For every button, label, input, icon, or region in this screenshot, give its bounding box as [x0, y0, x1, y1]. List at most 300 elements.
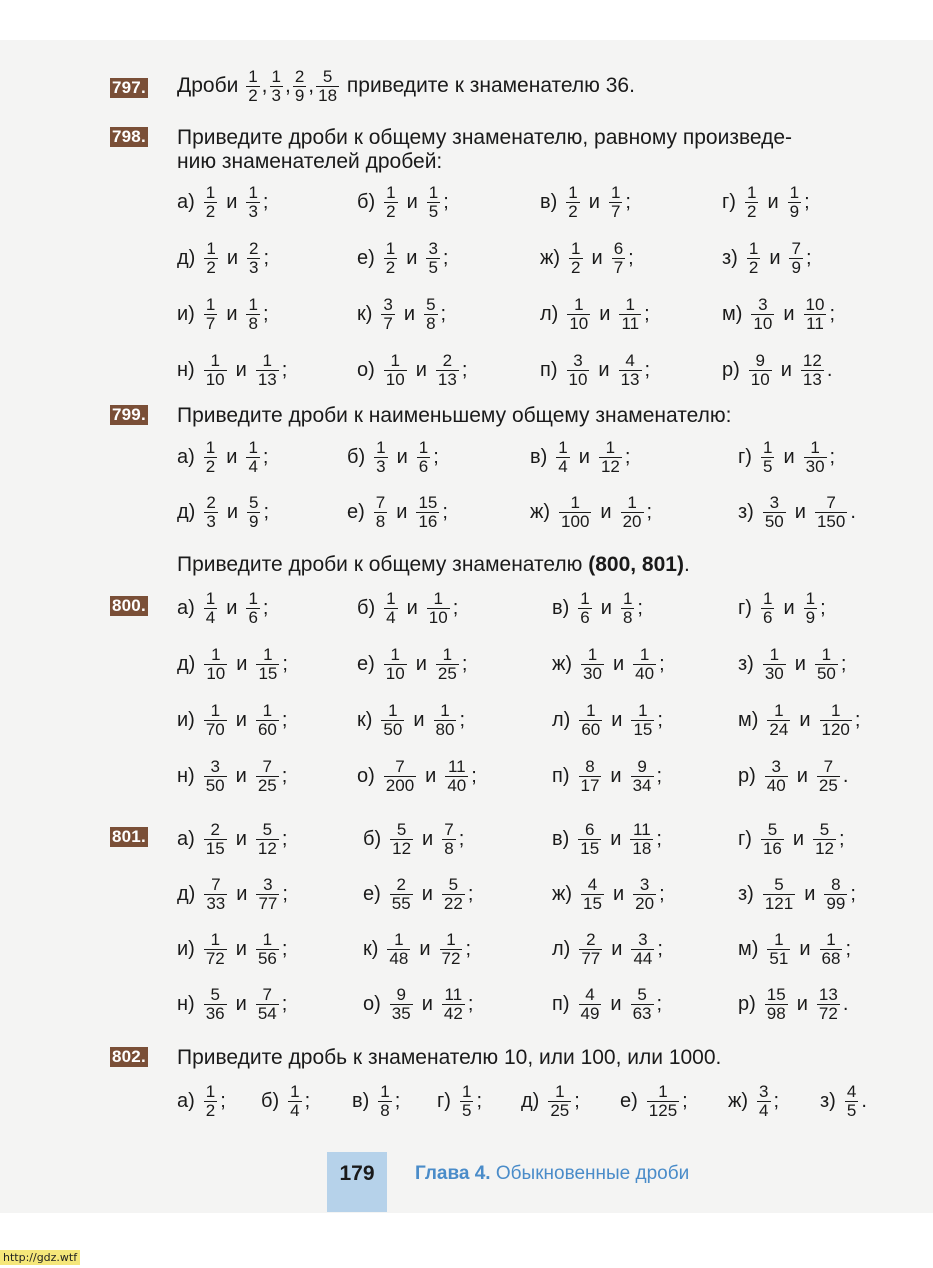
numerator: 1 [586, 700, 596, 720]
denominator: 9 [805, 607, 816, 627]
fraction [442, 986, 465, 1023]
fraction [442, 876, 465, 913]
conjunction: и [612, 652, 625, 675]
numerator: 4 [846, 1081, 857, 1101]
fraction [204, 821, 227, 858]
denominator: 40 [447, 775, 467, 795]
exercise-item [722, 236, 812, 280]
numerator: 8 [585, 756, 595, 776]
numerator: 1 [262, 700, 273, 720]
fraction [424, 296, 437, 333]
fraction [745, 184, 758, 221]
exercise-item [540, 292, 650, 336]
fraction [599, 439, 622, 476]
numerator: 1 [805, 588, 816, 608]
denominator: 55 [391, 893, 411, 913]
conjunction: и [610, 992, 622, 1015]
denominator: 10 [568, 369, 588, 389]
item-label: и) [177, 302, 195, 325]
punctuation: ; [443, 190, 449, 213]
exercise-item [357, 292, 446, 336]
numerator: 3 [639, 874, 650, 894]
numerator: 5 [819, 819, 830, 839]
fraction [204, 702, 227, 739]
numerator: 3 [383, 294, 393, 314]
item-label: р) [738, 992, 756, 1015]
denominator: 4 [759, 1100, 769, 1120]
denominator: 50 [764, 511, 784, 531]
item-label: и) [177, 937, 195, 960]
denominator: 12 [815, 838, 834, 858]
denominator: 44 [633, 948, 653, 968]
exercise-item [177, 927, 287, 971]
numerator: 1 [433, 588, 443, 608]
watermark: http://gdz.wtf [0, 1250, 80, 1265]
exercise-item [552, 642, 665, 686]
denominator: 4 [558, 456, 568, 476]
exercise-item [177, 642, 288, 686]
fraction [384, 352, 407, 389]
numerator: 1 [380, 1081, 390, 1101]
denominator: 2 [748, 257, 759, 277]
punctuation: ; [281, 764, 288, 787]
item-label: р) [738, 764, 756, 787]
numerator: 1 [762, 588, 773, 608]
punctuation: ; [644, 302, 650, 325]
denominator: 2 [568, 201, 578, 221]
denominator: 30 [764, 663, 784, 683]
conjunction: и [767, 190, 779, 213]
statement-text: приведите к знаменателю 36. [346, 74, 635, 98]
conjunction: и [796, 764, 808, 787]
task-number-800: 800. [112, 596, 146, 615]
punctuation: . [850, 500, 856, 523]
denominator: 8 [375, 511, 386, 531]
numerator: 10 [805, 294, 825, 314]
fraction [246, 590, 259, 627]
denominator: 15 [258, 663, 278, 683]
item-label: е) [357, 652, 375, 675]
denominator: 7 [610, 201, 621, 221]
denominator: 5 [461, 1100, 472, 1120]
punctuation: ; [854, 708, 861, 731]
exercise-item [357, 698, 465, 742]
fraction [427, 590, 450, 627]
numerator: 4 [587, 874, 598, 894]
numerator: 1 [622, 588, 633, 608]
fraction [204, 184, 217, 221]
punctuation: ; [262, 302, 269, 325]
fraction [579, 986, 602, 1023]
fraction [288, 1083, 301, 1120]
denominator: 100 [561, 511, 590, 531]
fraction [631, 931, 654, 968]
numerator: 15 [766, 984, 786, 1004]
fraction [256, 352, 279, 389]
denominator: 15 [583, 893, 602, 913]
conjunction: и [406, 190, 418, 213]
punctuation: ; [281, 708, 288, 731]
intro-bold: (800, 801) [588, 553, 684, 576]
conjunction: и [783, 445, 795, 468]
punctuation: ; [281, 937, 288, 960]
numerator: 1 [639, 644, 650, 664]
numerator: 2 [586, 929, 596, 949]
denominator: 18 [318, 86, 338, 105]
conjunction: и [235, 992, 247, 1015]
conjunction: и [226, 246, 238, 269]
denominator: 120 [821, 719, 850, 739]
denominator: 6 [762, 607, 773, 627]
denominator: 13 [620, 369, 640, 389]
fraction [619, 296, 641, 333]
exercise-item [363, 982, 473, 1026]
task-number: 798. [112, 127, 146, 146]
punctuation: ; [433, 445, 439, 468]
numerator: 1 [386, 182, 396, 202]
numerator: 3 [428, 238, 438, 258]
item-label: з) [820, 1089, 836, 1112]
numerator: 1 [210, 350, 220, 370]
fraction [256, 821, 279, 858]
exercise-item [177, 586, 268, 630]
numerator: 7 [375, 492, 386, 512]
exercise-item [177, 435, 268, 479]
numerator: 1 [205, 182, 216, 202]
exercise-item [552, 982, 662, 1026]
item-label: о) [363, 992, 381, 1015]
punctuation: ; [656, 764, 663, 787]
punctuation: ; [659, 882, 665, 905]
fraction [384, 646, 407, 683]
conjunction: и [794, 500, 806, 523]
denominator: 22 [443, 893, 463, 913]
numerator: 1 [385, 238, 396, 258]
punctuation: ; [304, 1089, 311, 1112]
denominator: 7 [205, 313, 216, 333]
punctuation: ; [440, 302, 447, 325]
exercise-item [552, 817, 662, 861]
numerator: 7 [826, 492, 836, 512]
numerator: 1 [206, 238, 216, 258]
punctuation: ; [625, 190, 631, 213]
numerator: 1 [574, 294, 584, 314]
fraction [815, 494, 847, 531]
fraction [460, 1083, 473, 1120]
task-statement [177, 68, 635, 105]
denominator: 15 [633, 719, 653, 739]
item-label: р) [722, 358, 740, 381]
item-label: а) [177, 445, 195, 468]
exercise-item [552, 754, 662, 798]
item-label: о) [357, 764, 375, 787]
denominator: 8 [622, 607, 633, 627]
numerator: 1 [638, 700, 648, 720]
punctuation: ; [850, 882, 856, 905]
denominator: 36 [205, 1003, 225, 1023]
numerator: 3 [758, 294, 768, 314]
fraction [204, 758, 227, 795]
item-label: в) [552, 827, 570, 850]
denominator: 2 [571, 257, 581, 277]
numerator: 3 [263, 874, 273, 894]
conjunction: и [600, 596, 612, 619]
task-statement-line1: Приведите дроби к наименьшему общему знаменателю: [177, 404, 732, 427]
conjunction: и [610, 827, 622, 850]
numerator: 1 [271, 67, 281, 86]
denominator: 51 [769, 948, 789, 968]
item-label: е) [357, 246, 375, 269]
item-label: м) [738, 937, 759, 960]
page-number: 179 [339, 1162, 375, 1185]
denominator: 6 [418, 456, 429, 476]
fraction [246, 68, 259, 105]
denominator: 2 [746, 201, 757, 221]
item-label: д) [177, 500, 196, 523]
punctuation: ; [840, 652, 847, 675]
numerator: 1 [774, 700, 784, 720]
punctuation: ; [644, 358, 651, 381]
exercise-item [738, 490, 856, 534]
denominator: 7 [613, 257, 624, 277]
item-label: к) [363, 937, 379, 960]
numerator: 3 [771, 756, 781, 776]
item-label: м) [738, 708, 759, 731]
punctuation: ; [263, 500, 270, 523]
intro-text: Приведите дроби к общему знаменателю [177, 553, 589, 576]
denominator: 11 [621, 313, 640, 333]
fraction [579, 702, 602, 739]
fraction [559, 494, 591, 531]
punctuation: ; [820, 596, 826, 619]
fraction [384, 758, 416, 795]
conjunction: и [226, 445, 238, 468]
numerator: 1 [789, 182, 800, 202]
conjunction: и [612, 882, 625, 905]
task-number: 799. [112, 405, 146, 424]
item-label: м) [722, 302, 743, 325]
fraction [619, 352, 642, 389]
fraction [631, 758, 654, 795]
punctuation: ; [637, 596, 643, 619]
fraction [426, 240, 439, 277]
denominator: 2 [206, 257, 216, 277]
fraction [763, 646, 786, 683]
conjunction: и [406, 596, 418, 619]
denominator: 60 [257, 719, 277, 739]
item-label: в) [552, 596, 570, 619]
punctuation: ; [461, 652, 468, 675]
numerator: 1 [610, 182, 621, 202]
exercise-item [738, 754, 848, 798]
numerator: 7 [444, 819, 454, 839]
fraction [246, 296, 259, 333]
fraction [427, 184, 440, 221]
exercise-item [738, 982, 848, 1026]
fraction [434, 702, 457, 739]
denominator: 150 [816, 511, 846, 531]
denominator: 12 [257, 838, 277, 858]
numerator: 1 [446, 929, 456, 949]
denominator: 10 [569, 313, 589, 333]
conjunction: и [783, 596, 795, 619]
punctuation: ; [657, 708, 663, 731]
numerator: 9 [637, 756, 647, 776]
numerator: 7 [211, 874, 221, 894]
punctuation: ; [467, 992, 474, 1015]
denominator: 50 [205, 775, 225, 795]
chapter-title [415, 1163, 689, 1185]
fraction [204, 296, 217, 333]
punctuation: ; [282, 652, 288, 675]
fraction [374, 494, 387, 531]
denominator: 125 [648, 1100, 678, 1120]
item-label: л) [552, 937, 571, 960]
denominator: 10 [750, 369, 770, 389]
conjunction: и [419, 937, 431, 960]
fraction [247, 494, 260, 531]
numerator: 4 [585, 984, 595, 1004]
denominator: 25 [437, 663, 457, 683]
exercise-item [352, 1079, 400, 1123]
punctuation: ; [773, 1089, 780, 1112]
task-number: 797. [112, 78, 146, 97]
denominator: 20 [622, 511, 642, 531]
numerator: 1 [748, 238, 759, 258]
denominator: 9 [789, 201, 800, 221]
denominator: 50 [816, 663, 836, 683]
fraction [789, 240, 802, 277]
numerator: 2 [396, 874, 406, 894]
numerator: 1 [627, 492, 637, 512]
fraction [384, 240, 397, 277]
exercise-item [177, 817, 287, 861]
conjunction: и [804, 882, 816, 905]
fraction [256, 931, 279, 968]
denominator: 30 [805, 456, 825, 476]
item-label: г) [738, 827, 752, 850]
fraction [631, 986, 654, 1023]
denominator: 4 [290, 1100, 300, 1120]
item-label: г) [738, 596, 752, 619]
item-label: з) [722, 246, 738, 269]
fraction [817, 758, 840, 795]
denominator: 5 [846, 1100, 857, 1120]
statement-text: Дроби [177, 74, 239, 98]
exercise-item [820, 1079, 867, 1123]
exercise-item [357, 236, 448, 280]
fraction [256, 758, 279, 795]
denominator: 5 [762, 456, 773, 476]
denominator: 200 [385, 775, 415, 795]
denominator: 3 [248, 201, 258, 221]
conjunction: и [226, 302, 238, 325]
denominator: 54 [257, 1003, 277, 1023]
punctuation: ; [465, 937, 471, 960]
item-label: б) [347, 445, 366, 468]
numerator: 1 [774, 929, 784, 949]
task-number: 802. [112, 1047, 146, 1066]
conjunction: и [792, 827, 805, 850]
numerator: 11 [447, 756, 466, 776]
item-label: з) [738, 500, 754, 523]
numerator: 1 [210, 929, 221, 949]
punctuation: ; [656, 992, 663, 1015]
denominator: 77 [258, 893, 278, 913]
numerator: 2 [206, 492, 216, 512]
fraction [247, 240, 260, 277]
numerator: 7 [262, 984, 272, 1004]
numerator: 5 [774, 874, 784, 894]
denominator: 49 [580, 1003, 600, 1023]
exercise-item [722, 180, 810, 224]
item-label: ж) [540, 246, 561, 269]
fraction [581, 646, 604, 683]
exercise-item [177, 490, 269, 534]
denominator: 10 [205, 369, 225, 389]
conjunction: и [235, 827, 247, 850]
fraction [804, 590, 817, 627]
exercise-item [177, 292, 269, 336]
exercise-item [738, 872, 856, 916]
fraction [804, 296, 827, 333]
punctuation: ; [845, 937, 851, 960]
exercise-item [728, 1079, 779, 1123]
numerator: 1 [587, 644, 598, 664]
numerator: 3 [759, 1081, 769, 1101]
denominator: 98 [766, 1003, 786, 1023]
punctuation: ; [281, 827, 288, 850]
numerator: 1 [762, 437, 773, 457]
fraction [293, 68, 306, 105]
conjunction: и [611, 937, 623, 960]
numerator: 3 [769, 492, 780, 512]
numerator: 7 [791, 238, 801, 258]
denominator: 17 [580, 775, 600, 795]
exercise-item [738, 698, 860, 742]
fraction [204, 646, 227, 683]
chapter-label: Глава 4. [415, 1163, 491, 1184]
punctuation: ; [829, 445, 836, 468]
punctuation: ; [624, 445, 631, 468]
denominator: 34 [632, 775, 652, 795]
numerator: 1 [248, 182, 258, 202]
conjunction: и [591, 246, 603, 269]
exercise-item [521, 1079, 580, 1123]
exercise-item [357, 642, 467, 686]
fraction [416, 494, 439, 531]
denominator: 40 [635, 663, 655, 683]
denominator: 3 [271, 86, 281, 105]
denominator: 25 [257, 775, 277, 795]
fraction [381, 702, 404, 739]
denominator: 99 [826, 893, 846, 913]
fraction [815, 646, 838, 683]
item-label: к) [357, 302, 373, 325]
task-statement-line1: Приведите дробь к знаменателю 10, или 100, или 1000. [177, 1046, 722, 1069]
conjunction: и [425, 764, 437, 787]
punctuation: . [861, 1089, 867, 1112]
numerator: 1 [394, 929, 404, 949]
item-label: е) [620, 1089, 638, 1112]
punctuation: ; [282, 882, 288, 905]
item-label: з) [738, 652, 754, 675]
exercise-item [177, 180, 268, 224]
fraction [820, 931, 843, 968]
numerator: 1 [830, 700, 841, 720]
punctuation: . [826, 358, 833, 381]
fraction [440, 931, 463, 968]
